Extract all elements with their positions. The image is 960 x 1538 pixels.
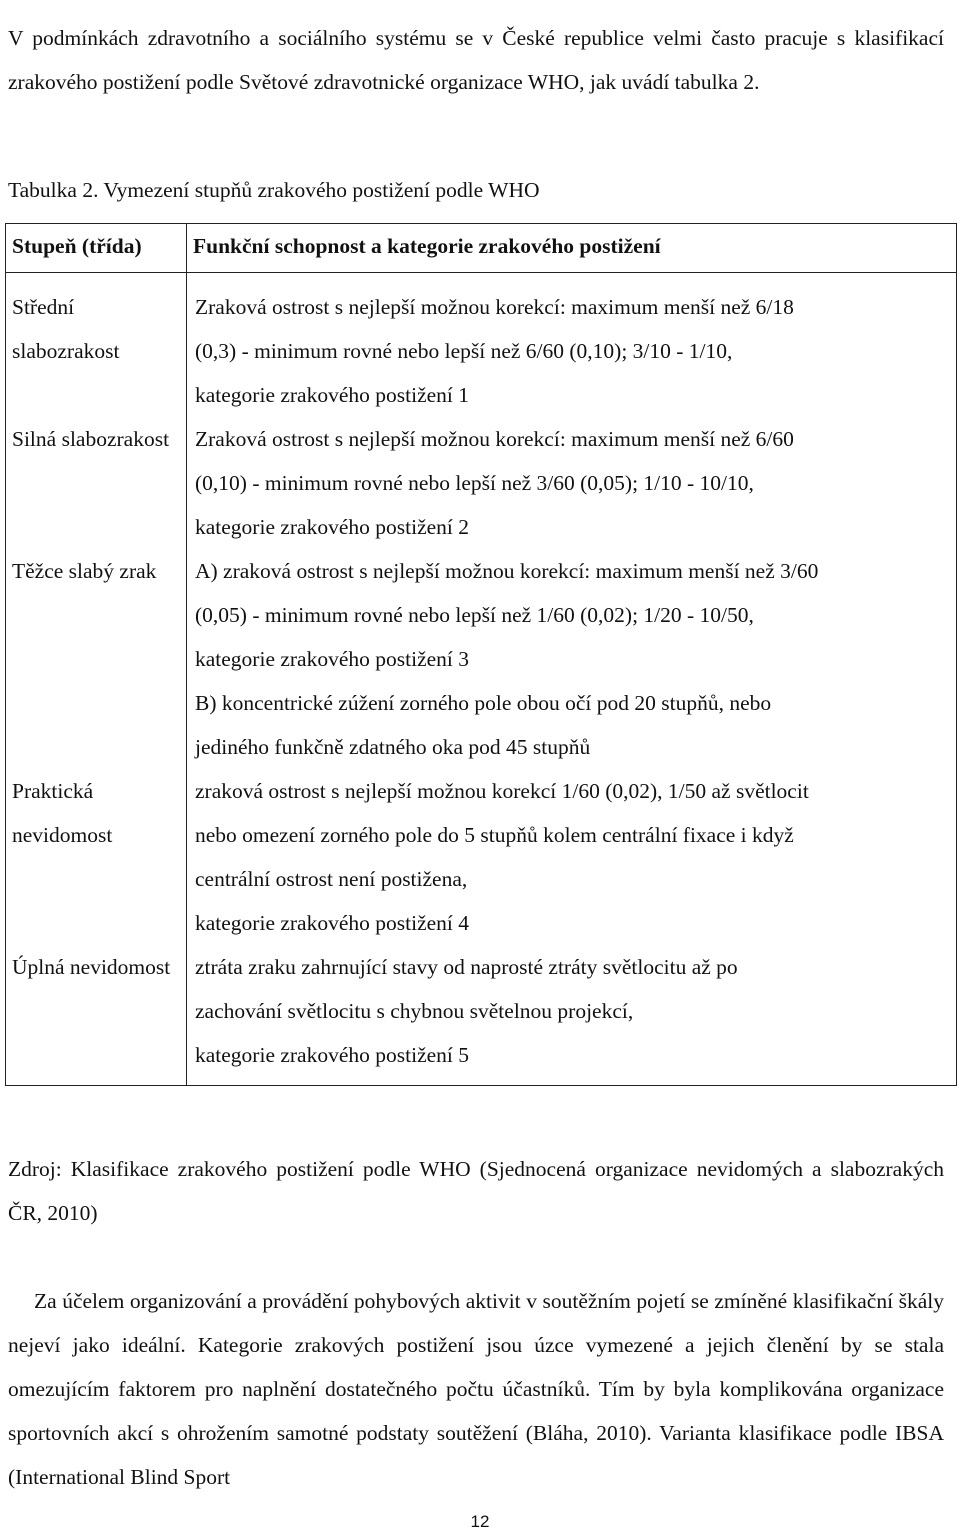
source-note: Zdroj: Klasifikace zrakového postižení podle WHO (Sjednocená organizace nevidomých a slabozrakých ČR, 2010) <box>8 1156 944 1225</box>
description-line: kategorie zrakového postižení 3 <box>195 647 470 671</box>
page-number: 12 <box>470 1512 490 1531</box>
description-cell <box>187 549 957 769</box>
description-line: (0,10) - minimum rovné nebo lepší než 3/60 (0,05); 1/10 - 10/10, <box>195 471 754 495</box>
table-row <box>6 273 957 418</box>
description-line: zachování světlocitu s chybnou světelnou projekcí, <box>195 999 634 1023</box>
description-line: A) zraková ostrost s nejlepší možnou korekcí: maximum menší než 3/60 <box>195 559 819 583</box>
header-description: Funkční schopnost a kategorie zrakového postižení <box>187 224 957 273</box>
table-caption: Tabulka 2. Vymezení stupňů zrakového postižení podle WHO <box>8 178 540 202</box>
intro-paragraph: V podmínkách zdravotního a sociálního systému se v České republice velmi často pracuje s klasifikací zrakového postižení podle Světové zdravotnické organizace WHO, jak uvádí tabulka 2. <box>8 25 944 94</box>
grade-cell: Těžce slabý zrak <box>6 549 187 769</box>
table-header-row <box>6 224 957 273</box>
description-line: kategorie zrakového postižení 5 <box>195 1043 470 1067</box>
description-line: B) koncentrické zúžení zorného pole obou očí pod 20 stupňů, nebo <box>195 691 772 715</box>
description-line: Zraková ostrost s nejlepší možnou korekcí: maximum menší než 6/60 <box>195 427 794 451</box>
description-line: nebo omezení zorného pole do 5 stupňů kolem centrální fixace i když <box>195 823 794 847</box>
header-grade: Stupeň (třída) <box>6 224 187 273</box>
grade-cell: Úplná nevidomost <box>6 945 187 1086</box>
description-line: (0,3) - minimum rovné nebo lepší než 6/60 (0,10); 3/10 - 1/10, <box>195 339 733 363</box>
description-line: kategorie zrakového postižení 4 <box>195 911 470 935</box>
description-line: jediného funkčně zdatného oka pod 45 stupňů <box>195 735 591 759</box>
description-line: (0,05) - minimum rovné nebo lepší než 1/60 (0,02); 1/20 - 10/50, <box>195 603 754 627</box>
grade-cell: Silná slabozrakost <box>6 417 187 549</box>
description-line: ztráta zraku zahrnující stavy od naprosté ztráty světlocitu až po <box>195 955 738 979</box>
table-row <box>6 417 957 549</box>
table-row <box>6 945 957 1086</box>
grade-cell: Střední slabozrakost <box>6 273 187 418</box>
description-cell <box>187 273 957 418</box>
body-paragraph: Za účelem organizování a provádění pohybových aktivit v soutěžním pojetí se zmíněné klasifikační škály nejeví jako ideální. Kategorie zrakových postižení jsou úzce vymezené a jejich členění by se stala omezujícím faktorem pro naplnění dostatečného počtu účastníků. Tím by byla komplikována organizace sportovních akcí s ohrožením samotné podstaty soutěžení (Bláha, 2010). Varianta klasifikace podle IBSA (International Blind Sport <box>8 1288 944 1489</box>
description-line: centrální ostrost není postižena, <box>195 867 468 891</box>
who-classification-table <box>5 223 957 1086</box>
description-line: zraková ostrost s nejlepší možnou korekcí 1/60 (0,02), 1/50 až světlocit <box>195 779 809 803</box>
description-line: Zraková ostrost s nejlepší možnou korekcí: maximum menší než 6/18 <box>195 295 794 319</box>
description-cell <box>187 945 957 1086</box>
description-cell <box>187 417 957 549</box>
table-row <box>6 549 957 769</box>
description-cell <box>187 769 957 945</box>
grade-cell: Praktická nevidomost <box>6 769 187 945</box>
table-row <box>6 769 957 945</box>
description-line: kategorie zrakového postižení 1 <box>195 383 470 407</box>
description-line: kategorie zrakového postižení 2 <box>195 515 470 539</box>
